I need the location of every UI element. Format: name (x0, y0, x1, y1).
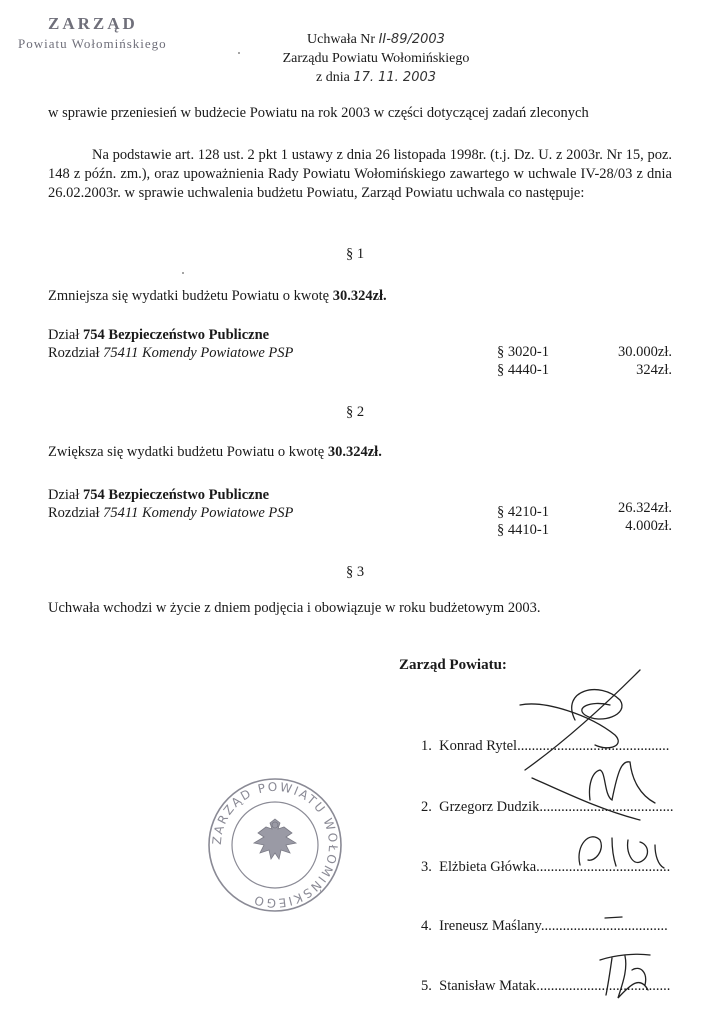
signer-name: Konrad Rytel (439, 738, 518, 754)
increase-row-1-amount: 26.324zł. (618, 500, 672, 516)
decrease-row-2-code: § 4440-1 (497, 362, 549, 378)
institution-stamp (18, 14, 218, 52)
signer-name: Ireneusz Maślany (439, 918, 541, 934)
issuing-body: Zarządu Powiatu Wołomińskiego (282, 51, 470, 66)
rozdzial-prefix: Rozdział (48, 505, 104, 521)
seal-text: ZARZĄD POWIATU WOŁOMIŃSKIEGO (209, 779, 341, 911)
decrease-text: Zmniejsza się wydatki budżetu Powiatu o kwotę (48, 288, 333, 304)
signature-heading: Zarząd Powiatu: (399, 657, 507, 673)
stamp-line-1: ZARZĄD (48, 14, 138, 33)
effective-clause: Uchwała wchodzi w życie z dniem podjęcia i obowiązuje w roku budżetowym 2003. (48, 600, 541, 616)
dzial-prefix: Dział (48, 327, 84, 343)
decrease-amount: 30.324zł. (332, 288, 387, 304)
signature-line: ..................................... (536, 859, 671, 875)
rozdzial-prefix: Rozdział (48, 345, 104, 361)
increase-row-2-amount: 4.000zł. (625, 518, 672, 534)
increase-classification (48, 486, 293, 522)
signer-number: 2. (421, 799, 432, 815)
signature-line: .......................................... (517, 738, 670, 754)
signer-number: 4. (421, 918, 432, 934)
official-seal-icon (205, 775, 345, 915)
increase-text: Zwiększa się wydatki budżetu Powiatu o kwotę (48, 444, 328, 460)
signer-number: 5. (421, 978, 432, 994)
increase-dzial (48, 486, 293, 504)
section-1-heading: § 1 (345, 246, 365, 262)
dzial-prefix: Dział (48, 487, 84, 503)
increase-statement (48, 444, 382, 461)
resolution-number-line (246, 30, 506, 49)
increase-row-1-code: § 4210-1 (497, 504, 549, 520)
resolution-title: Uchwała Nr (307, 32, 376, 47)
signer-name: Grzegorz Dudzik (439, 799, 540, 815)
decrease-rozdzial (48, 344, 293, 362)
resolution-number: II-89/2003 (378, 32, 445, 47)
subject-line: w sprawie przeniesień w budżecie Powiatu na rok 2003 w części dotyczącej zadań zleconych (48, 105, 589, 121)
legal-basis-paragraph: Na podstawie art. 128 ust. 2 pkt 1 ustawy z dnia 26 listopada 1998r. (t.j. Dz. U. z 2003r. Nr 15, poz. 148 z późn. zm.), oraz upoważnienia Rady Powiatu Wołomińskiego zawartego w uchwale IV-28/03 z dnia 26.02.2003r. w sprawie uchwalenia budżetu Powiatu, Zarząd Powiatu uchwala co następuje: (48, 147, 672, 201)
signature-line: ..................................... (536, 978, 671, 994)
signature-line: ..................................... (539, 799, 674, 815)
increase-row-2-code: § 4410-1 (497, 522, 549, 538)
decrease-classification (48, 326, 293, 362)
decrease-row-1-amount: 30.000zł. (618, 344, 672, 360)
signer-name: Stanisław Matak (439, 978, 537, 994)
decrease-row-2-amount: 324zł. (636, 362, 672, 378)
dzial-name: 754 Bezpieczeństwo Publiczne (83, 487, 270, 503)
increase-amount: 30.324zł. (327, 444, 382, 460)
rozdzial-name: 75411 Komendy Powiatowe PSP (103, 345, 294, 361)
dzial-name: 754 Bezpieczeństwo Publiczne (83, 327, 270, 343)
signer-number: 1. (421, 738, 432, 754)
signer-4 (421, 918, 668, 935)
resolution-date: 17. 11. 2003 (353, 70, 437, 85)
resolution-header (246, 30, 506, 87)
section-2-heading: § 2 (345, 404, 365, 420)
signer-1 (421, 738, 669, 755)
signer-number: 3. (421, 859, 432, 875)
decrease-dzial (48, 326, 293, 344)
date-prefix: z dnia (315, 70, 350, 85)
signature-line: ................................... (540, 918, 668, 934)
increase-rozdzial (48, 504, 293, 522)
stamp-line-2: Powiatu Wołomińskiego (18, 36, 167, 51)
decrease-row-1-code: § 3020-1 (497, 344, 549, 360)
resolution-date-line (246, 68, 506, 87)
signer-3 (421, 859, 670, 876)
scan-artifact (238, 52, 240, 54)
decrease-statement (48, 288, 387, 305)
rozdzial-name: 75411 Komendy Powiatowe PSP (103, 505, 294, 521)
signer-5 (421, 978, 670, 995)
scan-artifact (182, 272, 184, 274)
signature-stroke-2 (589, 762, 655, 803)
section-3-heading: § 3 (345, 564, 365, 580)
signature-stroke-1 (525, 670, 640, 770)
signer-2 (421, 799, 674, 816)
signer-name: Elżbieta Główka (439, 859, 537, 875)
